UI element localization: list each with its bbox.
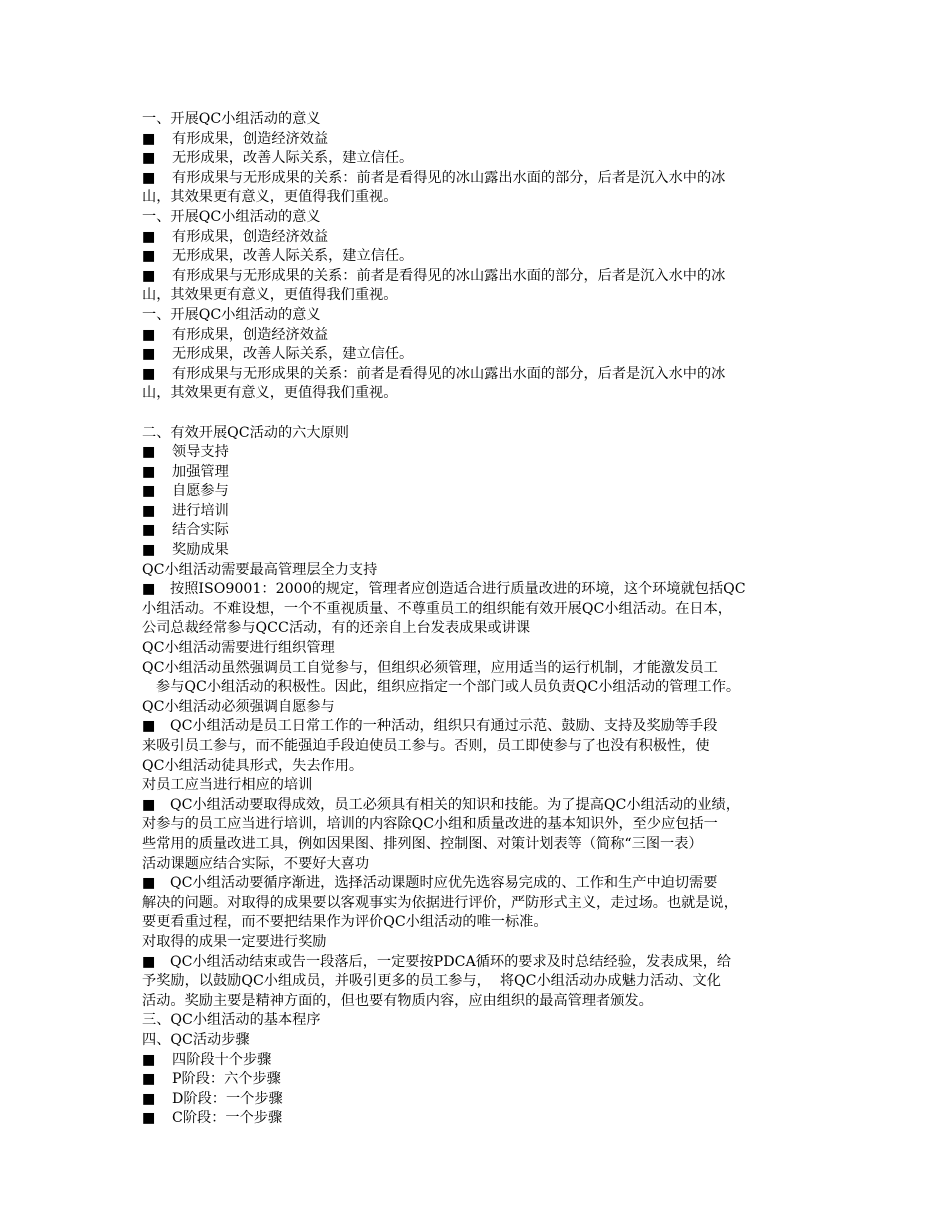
subsection-title: 对员工应当进行相应的培训 xyxy=(142,777,313,794)
principle-item: ■ 加强管理 xyxy=(142,463,822,483)
bullet-icon: ■ xyxy=(142,502,156,519)
bullet-icon: ■ xyxy=(142,522,156,539)
blank-line xyxy=(142,404,822,424)
bullet-item: ■ 有形成果，创造经济效益 xyxy=(142,326,822,346)
subsection-title: QC小组活动必须强调自愿参与 xyxy=(142,698,335,715)
bullet-icon: ■ xyxy=(142,169,156,186)
principle-item: ■ 结合实际 xyxy=(142,521,822,541)
section-heading: 一、开展QC小组活动的意义 xyxy=(142,111,321,127)
bullet-icon: ■ xyxy=(142,483,156,500)
bullet-icon: ■ xyxy=(142,248,156,265)
paragraph-line: QC小组活动虽然强调员工自觉参与，但组织必须管理，应用适当的运行机制，才能激发员工 xyxy=(142,659,718,676)
bullet-icon: ■ xyxy=(142,581,156,598)
bullet-icon: ■ xyxy=(142,150,156,167)
step-item: ■ P阶段：六个步骤 xyxy=(142,1070,822,1090)
bullet-item: ■ 有形成果与无形成果的关系：前者是看得见的冰山露出水面的部分，后者是沉入水中的冰 xyxy=(142,169,822,189)
subsection-title: QC小组活动需要进行组织管理 xyxy=(142,640,335,657)
bullet-item: ■ 有形成果与无形成果的关系：前者是看得见的冰山露出水面的部分，后者是沉入水中的冰 xyxy=(142,365,822,385)
bullet-item: ■ 无形成果，改善人际关系，建立信任。 xyxy=(142,345,822,365)
bullet-icon: ■ xyxy=(142,796,156,813)
principle-item: ■ 领导支持 xyxy=(142,443,822,463)
bullet-item: ■ 无形成果，改善人际关系，建立信任。 xyxy=(142,149,822,169)
bullet-icon: ■ xyxy=(142,875,156,892)
paragraph-line: 些常用的质量改进工具，例如因果图、排列图、控制图、对策计划表等（简称“三图一表） xyxy=(142,835,703,852)
bullet-icon: ■ xyxy=(142,1051,156,1068)
bullet-continuation: 山，其效果更有意义，更值得我们重视。 xyxy=(142,287,398,304)
subsection-title: 对取得的成果一定要进行奖励 xyxy=(142,933,327,950)
section-heading: 三、QC小组活动的基本程序 xyxy=(142,1012,321,1029)
bullet-icon: ■ xyxy=(142,346,156,363)
paragraph-line: 解决的问题。对取得的成果要以客观事实为依据进行评价，严防形式主义，走过场。也就是说， xyxy=(142,894,738,911)
bullet-icon: ■ xyxy=(142,267,156,284)
bullet-icon: ■ xyxy=(142,953,156,970)
section-1-block xyxy=(142,110,822,208)
bullet-item: ■ 无形成果，改善人际关系，建立信任。 xyxy=(142,247,822,267)
principle-item: ■ 自愿参与 xyxy=(142,482,822,502)
bullet-icon: ■ xyxy=(142,463,156,480)
paragraph-line: 活动。奖励主要是精神方面的，但也要有物质内容，应由组织的最高管理者颁发。 xyxy=(142,992,653,1009)
paragraph-line: 参与QC小组活动的积极性。因此，组织应指定一个部门或人员负责QC小组活动的管理工作。 xyxy=(156,679,741,696)
paragraph-line: 对参与的员工应当进行培训，培训的内容除QC小组和质量改进的基本知识外，至少应包括一 xyxy=(142,816,718,833)
bullet-item: ■ 有形成果与无形成果的关系：前者是看得见的冰山露出水面的部分，后者是沉入水中的冰 xyxy=(142,267,822,287)
paragraph-line: QC小组活动徒具形式，失去作用。 xyxy=(142,757,364,774)
section-1-block xyxy=(142,208,822,306)
paragraph-line: ■ QC小组活动结束或告一段落后，一定要按PDCA循环的要求及时总结经验，发表成果，给 xyxy=(142,953,822,973)
bullet-item: ■ 有形成果，创造经济效益 xyxy=(142,228,822,248)
paragraph-line: ■ 按照ISO9001：2000的规定，管理者应创造适合进行质量改进的环境，这个环境就包括QC xyxy=(142,580,822,600)
step-item: ■ C阶段：一个步骤 xyxy=(142,1109,822,1129)
bullet-icon: ■ xyxy=(142,1110,156,1127)
paragraph-line: 要更看重过程，而不要把结果作为评价QC小组活动的唯一标准。 xyxy=(142,914,548,931)
paragraph-line: ■ QC小组活动要循序渐进，选择活动课题时应优先选容易完成的、工作和生产中迫切需要 xyxy=(142,874,822,894)
step-item: ■ D阶段：一个步骤 xyxy=(142,1090,822,1110)
principle-item: ■ 奖励成果 xyxy=(142,541,822,561)
paragraph-line: 小组活动。不难设想，一个不重视质量、不尊重员工的组织能有效开展QC小组活动。在日本， xyxy=(142,600,732,617)
bullet-icon: ■ xyxy=(142,718,156,735)
bullet-icon: ■ xyxy=(142,365,156,382)
subsection-title: 活动课题应结合实际，不要好大喜功 xyxy=(142,855,370,872)
step-item: ■ 四阶段十个步骤 xyxy=(142,1051,822,1071)
bullet-icon: ■ xyxy=(142,1090,156,1107)
bullet-continuation: 山，其效果更有意义，更值得我们重视。 xyxy=(142,385,398,402)
paragraph-line: ■ QC小组活动要取得成效，员工必须具有相关的知识和技能。为了提高QC小组活动的业绩， xyxy=(142,796,822,816)
bullet-icon: ■ xyxy=(142,444,156,461)
section-1-block xyxy=(142,306,822,404)
section-heading: 一、开展QC小组活动的意义 xyxy=(142,208,321,225)
paragraph-line: ■ QC小组活动是员工日常工作的一种活动，组织只有通过示范、鼓励、支持及奖励等手段 xyxy=(142,717,822,737)
bullet-icon: ■ xyxy=(142,130,156,147)
bullet-icon: ■ xyxy=(142,1071,156,1088)
section-heading: 二、有效开展QC活动的六大原则 xyxy=(142,424,349,441)
bullet-continuation: 山，其效果更有意义，更值得我们重视。 xyxy=(142,189,398,206)
bullet-icon: ■ xyxy=(142,326,156,343)
paragraph-line: 予奖励，以鼓励QC小组成员，并吸引更多的员工参与， 将QC小组活动办成魅力活动、文化 xyxy=(142,973,721,990)
subsection-title: QC小组活动需要最高管理层全力支持 xyxy=(142,561,378,578)
bullet-item: ■ 有形成果，创造经济效益 xyxy=(142,130,822,150)
document-page xyxy=(142,110,822,1129)
section-heading: 四、QC活动步骤 xyxy=(142,1031,250,1048)
bullet-icon: ■ xyxy=(142,228,156,245)
paragraph-line: 来吸引员工参与，而不能强迫手段迫使员工参与。否则，员工即使参与了也没有积极性，使 xyxy=(142,738,710,754)
principle-item: ■ 进行培训 xyxy=(142,502,822,522)
bullet-icon: ■ xyxy=(142,542,156,559)
section-heading: 一、开展QC小组活动的意义 xyxy=(142,306,321,323)
paragraph-line: 公司总裁经常参与QCC活动，有的还亲自上台发表成果或讲课 xyxy=(142,620,531,637)
